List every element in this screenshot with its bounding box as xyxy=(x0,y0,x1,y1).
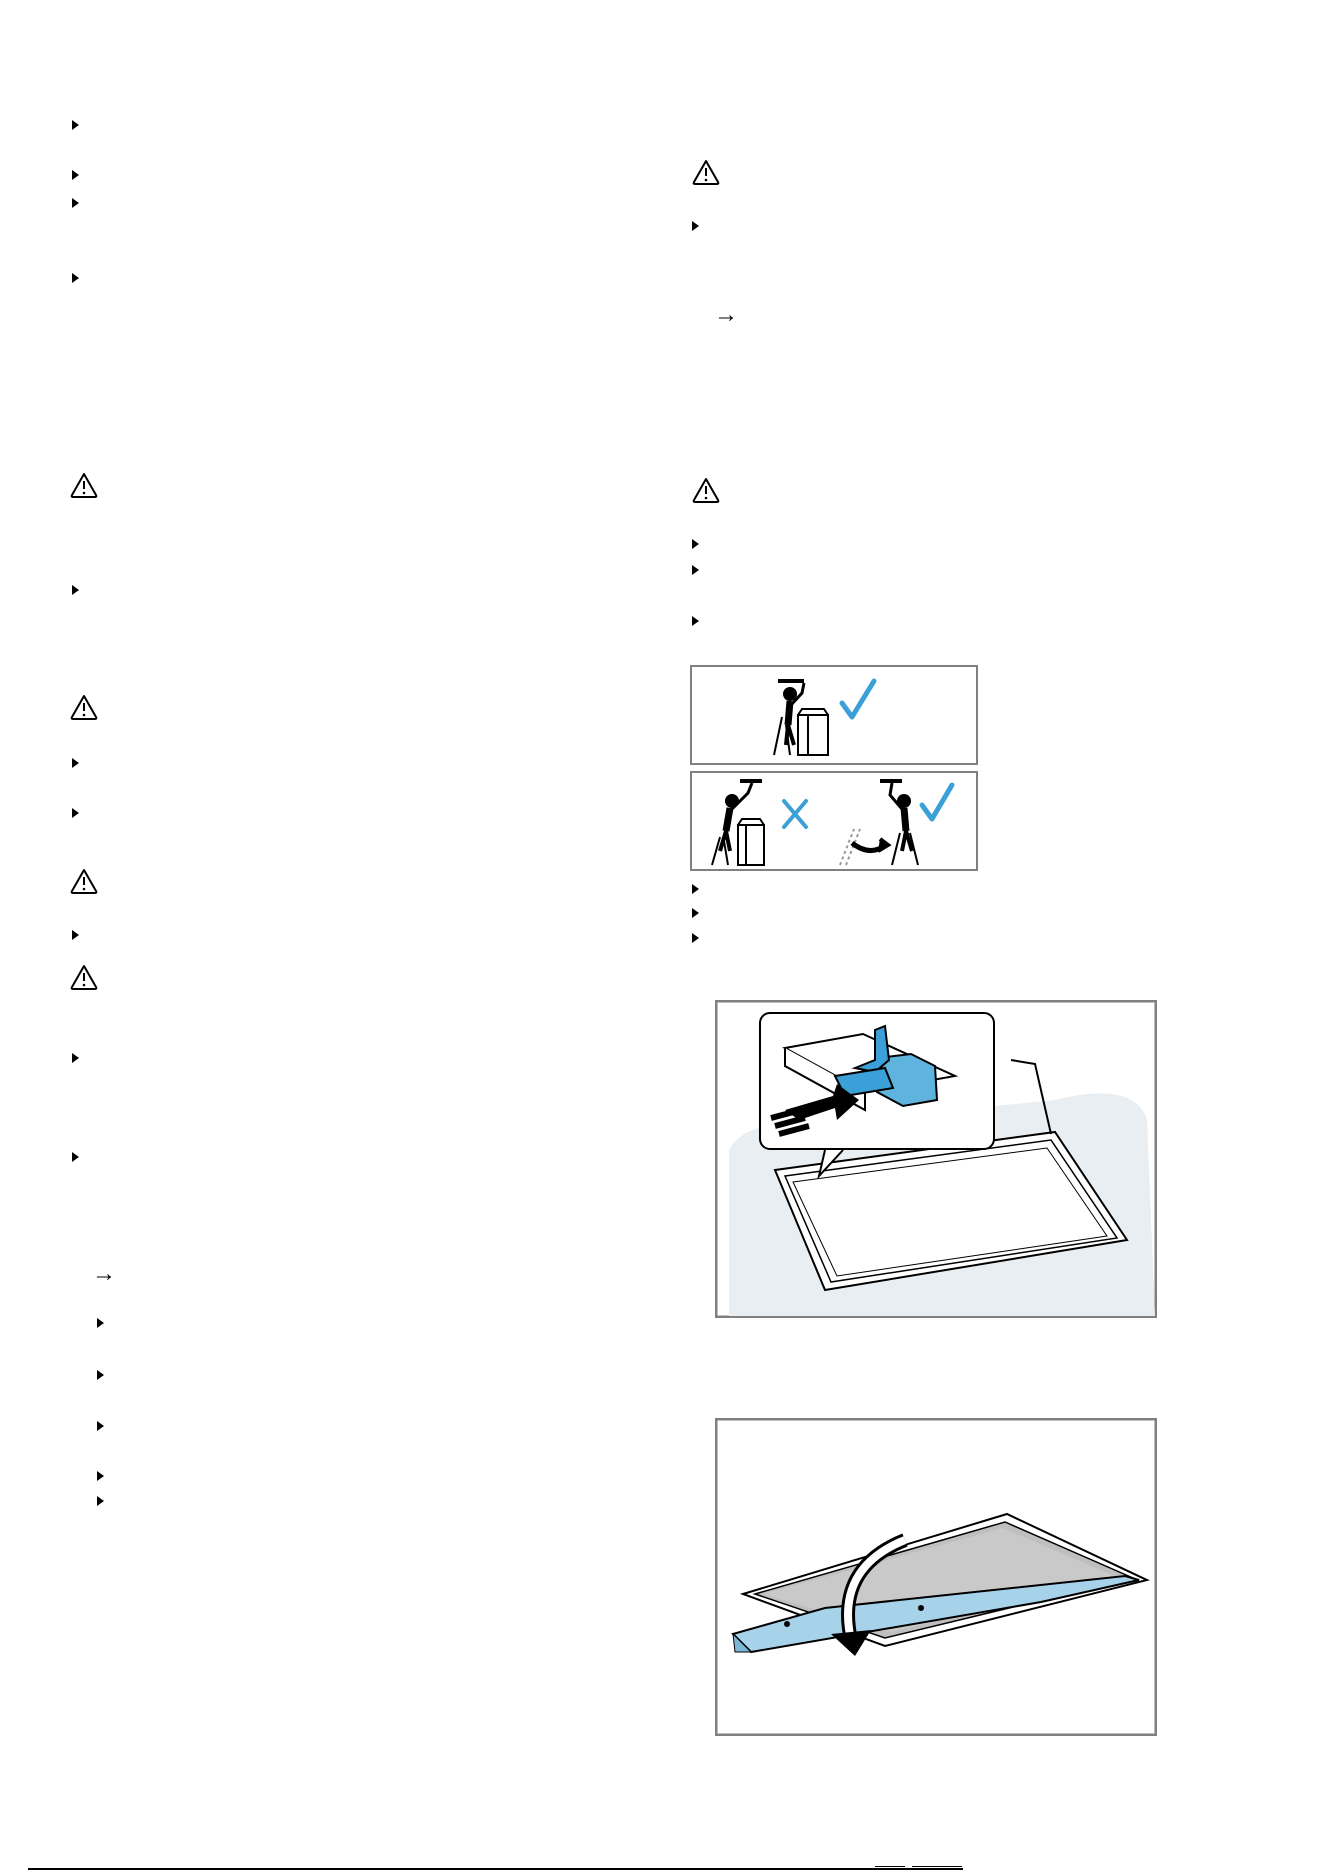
ladder-compare-figure xyxy=(690,771,978,871)
bullet-marker xyxy=(692,884,699,894)
bullet-marker xyxy=(72,170,79,180)
bullet-marker xyxy=(72,273,79,283)
warning-triangle-icon xyxy=(70,868,98,894)
footer-dash xyxy=(912,1866,962,1867)
bullet-marker xyxy=(692,221,699,231)
bullet-marker xyxy=(97,1496,104,1506)
bullet-marker xyxy=(97,1370,104,1380)
bullet-marker xyxy=(72,1152,79,1162)
bullet-marker xyxy=(72,1053,79,1063)
bullet-marker xyxy=(72,198,79,208)
bullet-marker xyxy=(692,539,699,549)
bullet-marker xyxy=(97,1318,104,1328)
bullet-marker xyxy=(692,933,699,943)
warning-triangle-icon xyxy=(70,472,98,498)
bullet-marker xyxy=(72,585,79,595)
warning-triangle-icon xyxy=(70,964,98,990)
bullet-marker xyxy=(72,930,79,940)
warning-triangle-icon xyxy=(70,694,98,720)
bullet-marker xyxy=(72,808,79,818)
bullet-marker xyxy=(72,120,79,130)
footer-dash xyxy=(875,1866,905,1867)
warning-triangle-icon xyxy=(692,159,720,185)
ladder-correct-figure xyxy=(690,665,978,765)
bullet-marker xyxy=(692,908,699,918)
filter-latch-figure xyxy=(715,1000,1157,1318)
bullet-marker xyxy=(97,1471,104,1481)
bullet-marker xyxy=(692,616,699,626)
filter-open-figure xyxy=(715,1418,1157,1736)
footer-rule xyxy=(28,1868,963,1870)
bullet-marker xyxy=(692,565,699,575)
bullet-marker xyxy=(97,1421,104,1431)
warning-triangle-icon xyxy=(692,477,720,503)
right-arrow-icon: → xyxy=(714,301,738,328)
bullet-marker xyxy=(72,758,79,768)
right-arrow-icon: → xyxy=(92,1260,116,1287)
